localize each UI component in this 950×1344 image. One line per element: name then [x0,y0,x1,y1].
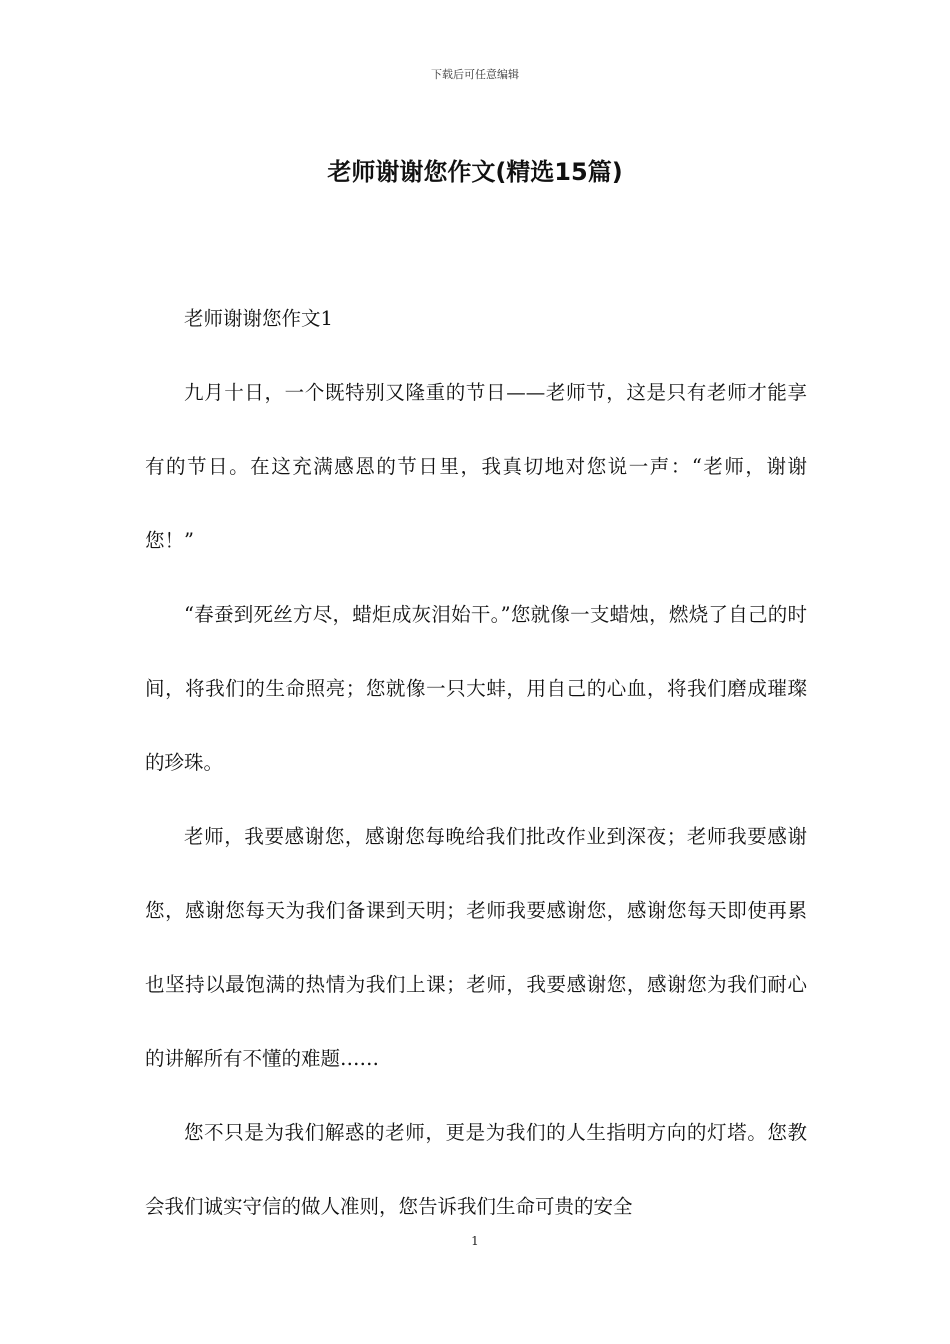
document-title: 老师谢谢您作文(精选15篇) [327,158,623,186]
header-note: 下载后可任意编辑 [431,68,519,81]
document-body [145,282,807,1244]
paragraph: 您不只是为我们解惑的老师，更是为我们的人生指明方向的灯塔。您教会我们诚实守信的做人准则，您告诉我们生命可贵的安全 [145,1121,807,1218]
section-heading: 老师谢谢您作文1 [184,307,333,330]
paragraph: “春蚕到死丝方尽，蜡炬成灰泪始干。”您就像一支蜡烛，燃烧了自己的时间，将我们的生命照亮；您就像一只大蚌，用自己的心血，将我们磨成璀璨的珍珠。 [145,603,807,774]
paragraph: 九月十日，一个既特别又隆重的节日——老师节，这是只有老师才能享有的节日。在这充满感恩的节日里，我真切地对您说一声：“老师，谢谢您！” [145,381,807,552]
paragraph: 老师，我要感谢您，感谢您每晚给我们批改作业到深夜；老师我要感谢您，感谢您每天为我们备课到天明；老师我要感谢您，感谢您每天即使再累也坚持以最饱满的热情为我们上课；老师，我要感谢您，感谢您为我们耐心的讲解所有不懂的难题…… [145,825,807,1070]
page-number: 1 [471,1234,479,1248]
